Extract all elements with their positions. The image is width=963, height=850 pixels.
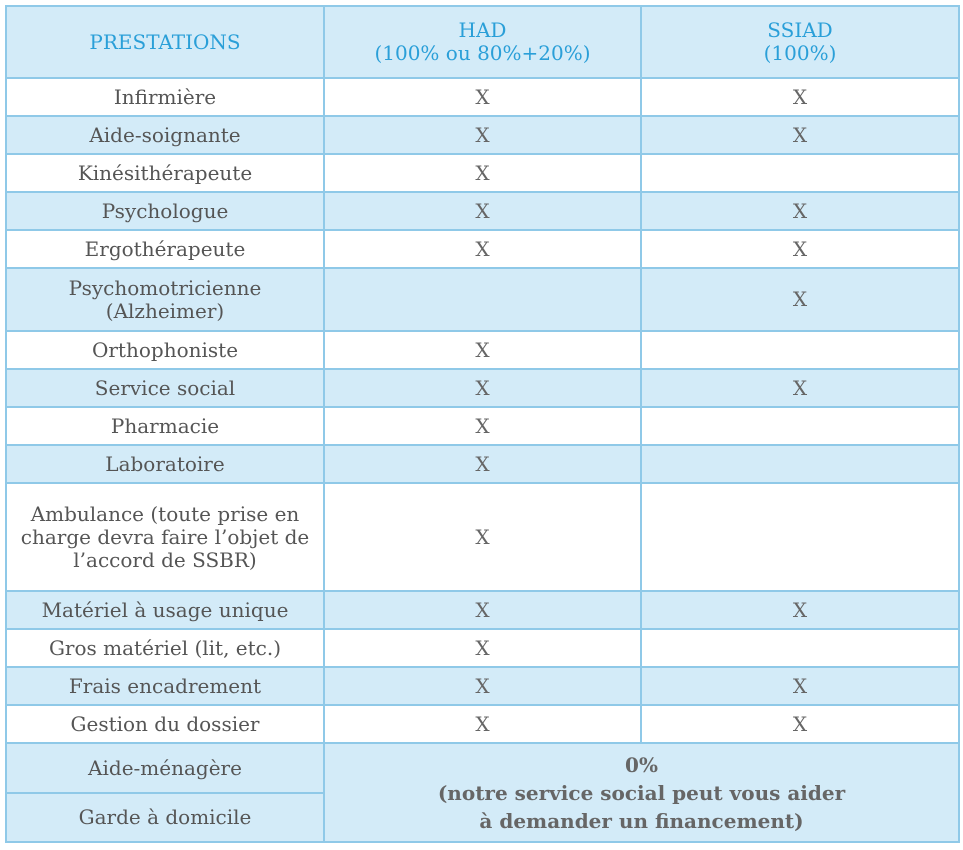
had-mark: X bbox=[324, 407, 641, 445]
had-mark: X bbox=[324, 629, 641, 667]
had-mark: X bbox=[324, 445, 641, 483]
header-row bbox=[6, 6, 959, 78]
had-mark: X bbox=[324, 705, 641, 743]
ssiad-mark: X bbox=[641, 591, 959, 629]
table-row bbox=[6, 407, 959, 445]
header-ssiad bbox=[641, 6, 959, 78]
row-label: Aide-ménagère bbox=[6, 743, 324, 793]
ssiad-mark bbox=[641, 407, 959, 445]
table-row bbox=[6, 192, 959, 230]
row-label: Matériel à usage unique bbox=[6, 591, 324, 629]
header-had-subtitle: (100% ou 80%+20%) bbox=[374, 41, 591, 65]
row-label: Psychologue bbox=[6, 192, 324, 230]
row-label: Frais encadrement bbox=[6, 667, 324, 705]
had-mark: X bbox=[324, 369, 641, 407]
row-label-line: Psychomotricienne bbox=[68, 275, 262, 300]
table-row bbox=[6, 705, 959, 743]
row-label-line: (Alzheimer) bbox=[105, 298, 225, 323]
ssiad-mark: X bbox=[641, 369, 959, 407]
header-ssiad-title: SSIAD bbox=[767, 18, 833, 42]
ssiad-mark bbox=[641, 483, 959, 591]
had-mark: X bbox=[324, 483, 641, 591]
financing-note bbox=[324, 743, 959, 842]
ssiad-mark: X bbox=[641, 230, 959, 268]
had-mark: X bbox=[324, 116, 641, 154]
row-label: Infirmière bbox=[6, 78, 324, 116]
ssiad-mark: X bbox=[641, 192, 959, 230]
header-had-title: HAD bbox=[458, 18, 507, 42]
ssiad-mark bbox=[641, 154, 959, 192]
row-label: Garde à domicile bbox=[6, 793, 324, 842]
had-mark: X bbox=[324, 230, 641, 268]
row-label: Ergothérapeute bbox=[6, 230, 324, 268]
had-mark: X bbox=[324, 154, 641, 192]
ssiad-mark: X bbox=[641, 667, 959, 705]
ssiad-mark: X bbox=[641, 116, 959, 154]
row-label bbox=[6, 268, 324, 331]
had-mark: X bbox=[324, 331, 641, 369]
financing-percent: 0% bbox=[625, 752, 658, 777]
table-row bbox=[6, 629, 959, 667]
ssiad-mark bbox=[641, 629, 959, 667]
row-label: Pharmacie bbox=[6, 407, 324, 445]
prestations-table-container bbox=[5, 5, 958, 843]
row-label: Service social bbox=[6, 369, 324, 407]
ssiad-mark: X bbox=[641, 705, 959, 743]
row-label-line: l’accord de SSBR) bbox=[73, 547, 257, 572]
row-label: Aide-soignante bbox=[6, 116, 324, 154]
table-row bbox=[6, 116, 959, 154]
had-mark: X bbox=[324, 667, 641, 705]
header-prestations: PRESTATIONS bbox=[6, 6, 324, 78]
table-row bbox=[6, 445, 959, 483]
table-row bbox=[6, 230, 959, 268]
row-label-line: Ambulance (toute prise en bbox=[30, 501, 300, 526]
table-row bbox=[6, 483, 959, 591]
row-label: Kinésithérapeute bbox=[6, 154, 324, 192]
financing-note-line: à demander un financement) bbox=[479, 808, 804, 833]
table-row bbox=[6, 369, 959, 407]
ssiad-mark bbox=[641, 331, 959, 369]
table-row bbox=[6, 268, 959, 331]
had-mark: X bbox=[324, 192, 641, 230]
prestations-table bbox=[5, 5, 960, 843]
footer-row-aide-menagere bbox=[6, 743, 959, 793]
row-label: Laboratoire bbox=[6, 445, 324, 483]
row-label-line: charge devra faire l’objet de bbox=[20, 524, 310, 549]
ssiad-mark: X bbox=[641, 78, 959, 116]
had-mark: X bbox=[324, 591, 641, 629]
had-mark: X bbox=[324, 78, 641, 116]
had-mark bbox=[324, 268, 641, 331]
table-row bbox=[6, 78, 959, 116]
row-label: Orthophoniste bbox=[6, 331, 324, 369]
header-ssiad-subtitle: (100%) bbox=[763, 41, 837, 65]
ssiad-mark: X bbox=[641, 268, 959, 331]
table-row bbox=[6, 591, 959, 629]
table-row bbox=[6, 667, 959, 705]
table-row bbox=[6, 331, 959, 369]
row-label: Gestion du dossier bbox=[6, 705, 324, 743]
row-label bbox=[6, 483, 324, 591]
table-row bbox=[6, 154, 959, 192]
header-had bbox=[324, 6, 641, 78]
ssiad-mark bbox=[641, 445, 959, 483]
row-label: Gros matériel (lit, etc.) bbox=[6, 629, 324, 667]
financing-note-line: (notre service social peut vous aider bbox=[437, 780, 846, 805]
